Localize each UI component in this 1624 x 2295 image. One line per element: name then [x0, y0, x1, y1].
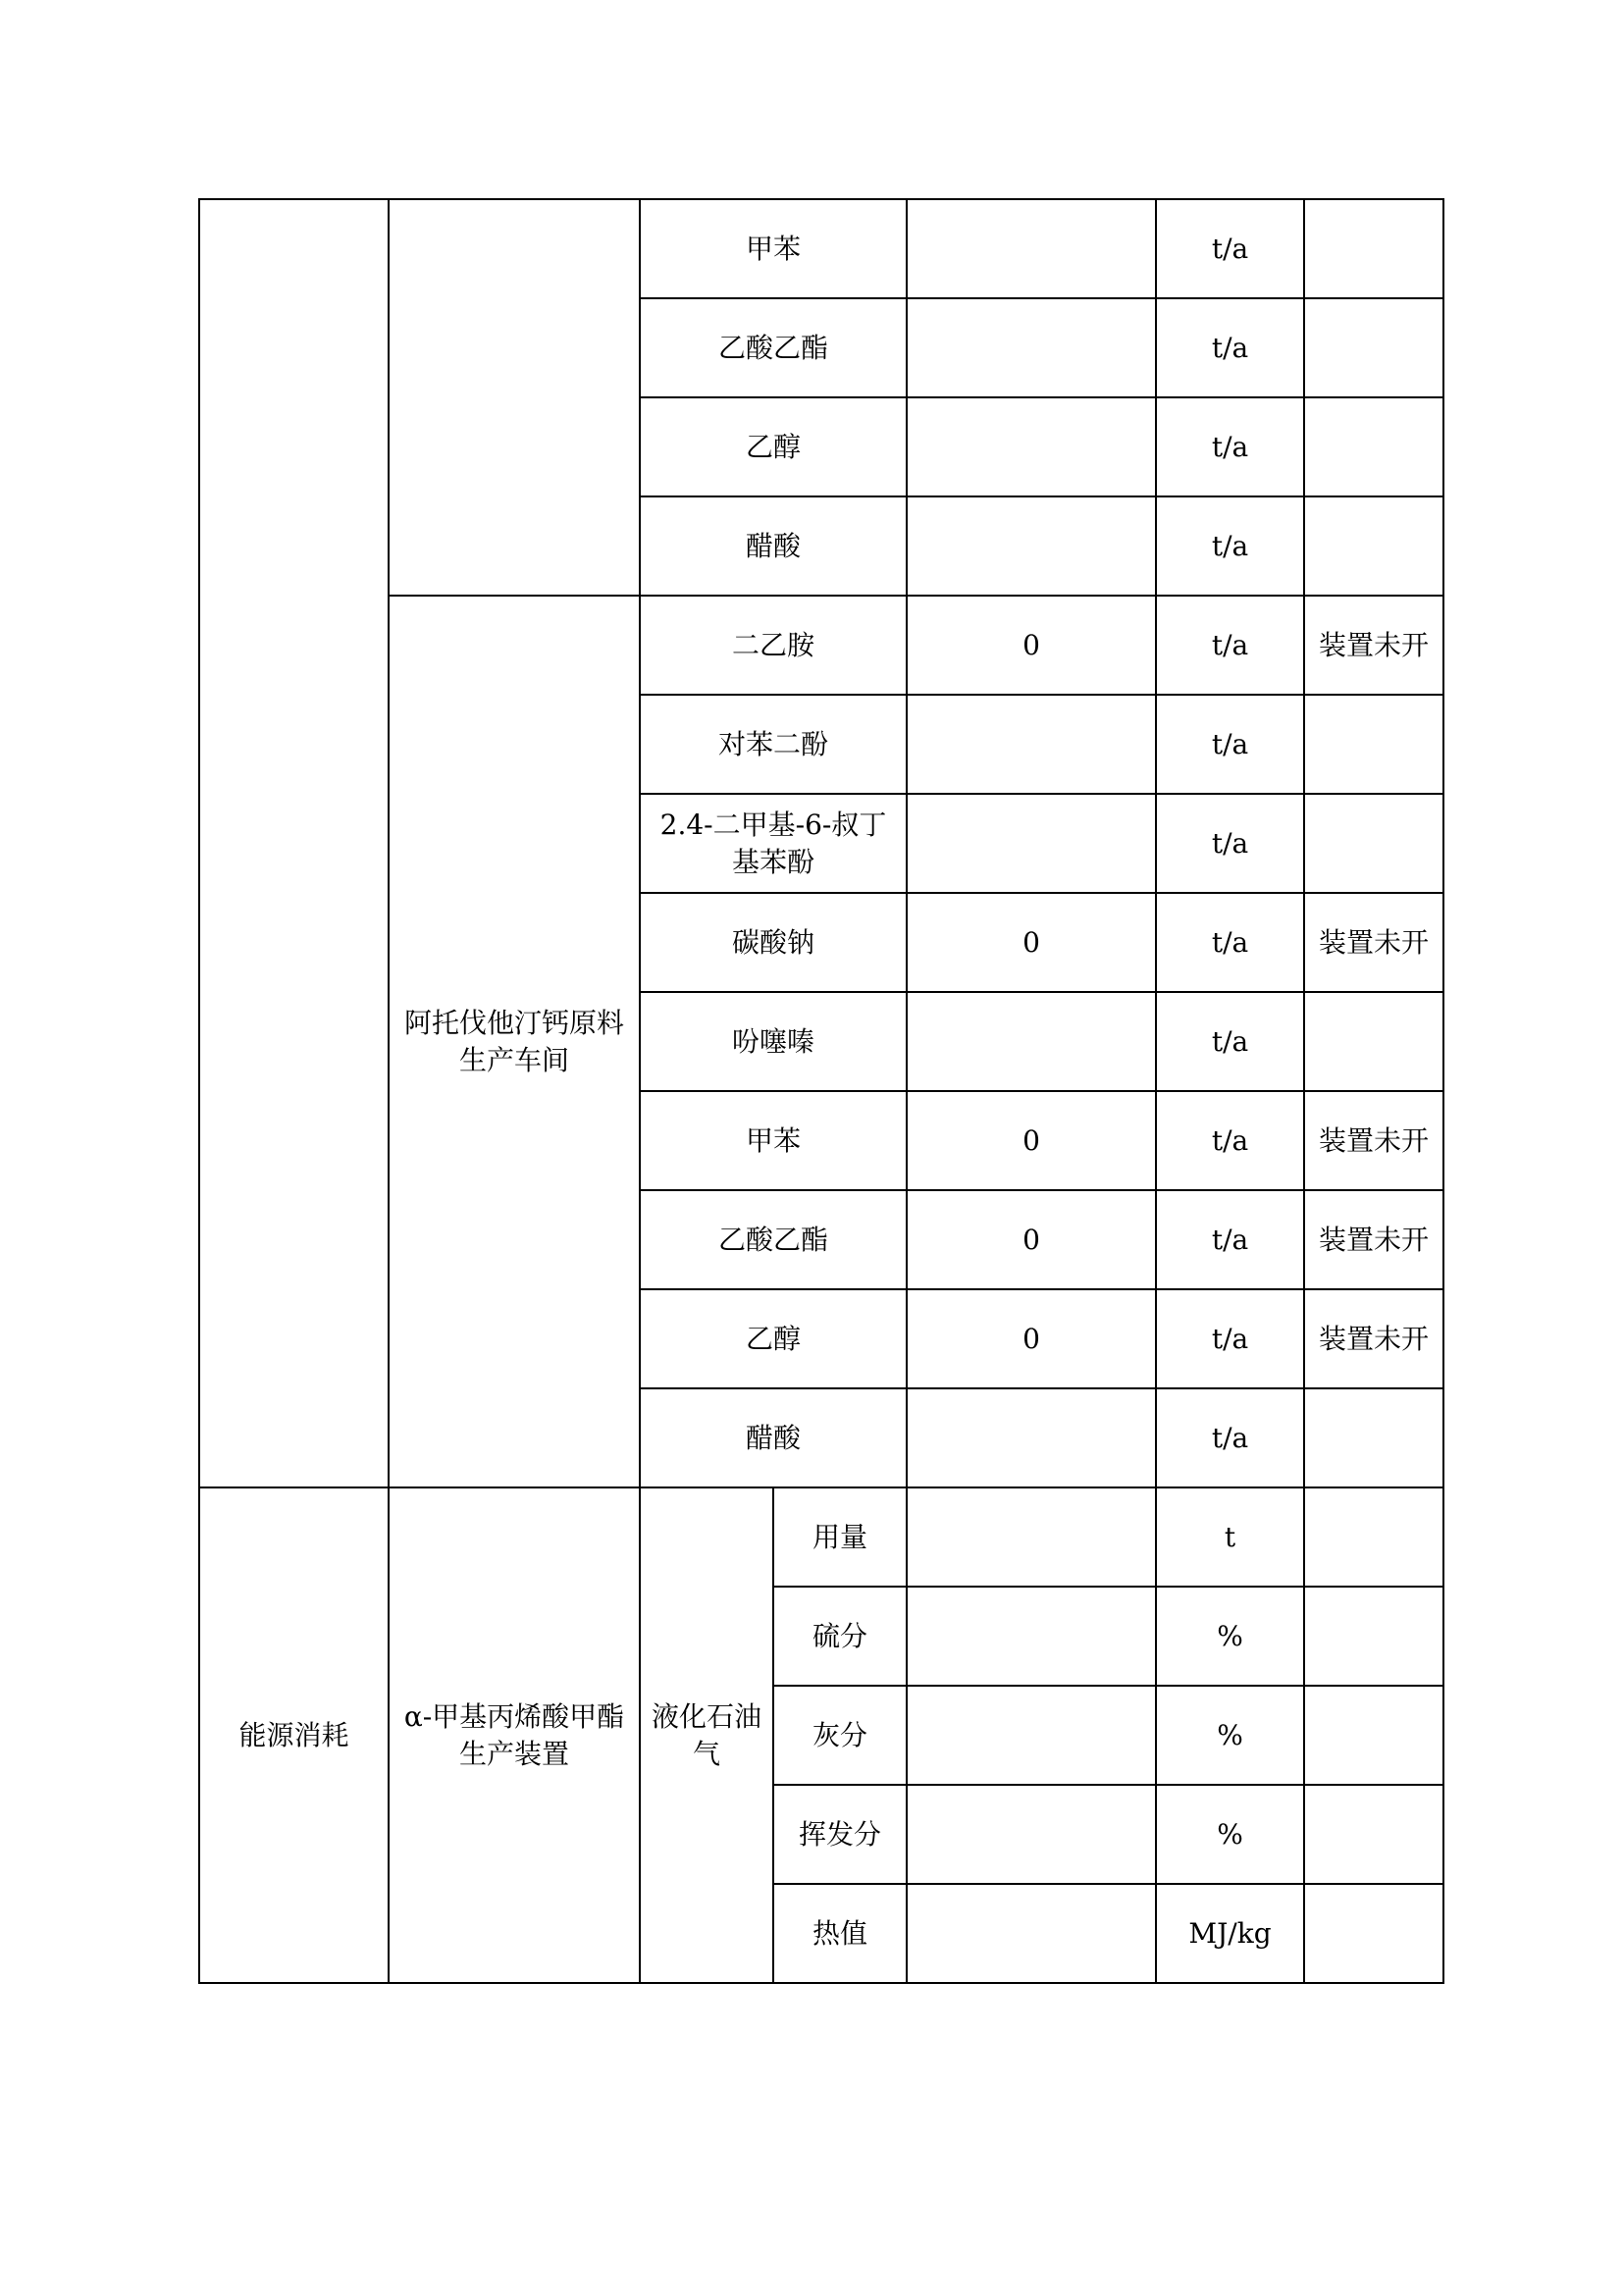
material-note: 装置未开 [1304, 1289, 1443, 1388]
material-name: 乙酸乙酯 [640, 298, 907, 397]
energy-item-note [1304, 1587, 1443, 1686]
material-unit: t/a [1156, 992, 1304, 1091]
material-value [907, 298, 1156, 397]
material-value [907, 496, 1156, 596]
material-name: 吩噻嗪 [640, 992, 907, 1091]
material-unit: t/a [1156, 893, 1304, 992]
energy-item-name: 挥发分 [773, 1785, 907, 1884]
material-name: 乙醇 [640, 397, 907, 496]
material-unit: t/a [1156, 1091, 1304, 1190]
material-note: 装置未开 [1304, 1190, 1443, 1289]
material-note: 装置未开 [1304, 893, 1443, 992]
material-unit: t/a [1156, 298, 1304, 397]
energy-item-value [907, 1884, 1156, 1983]
energy-item-unit: MJ/kg [1156, 1884, 1304, 1983]
material-value [907, 1388, 1156, 1487]
energy-item-value [907, 1686, 1156, 1785]
material-unit: t/a [1156, 397, 1304, 496]
material-value: 0 [907, 1190, 1156, 1289]
table-body [199, 199, 1443, 1983]
energy-item-name: 硫分 [773, 1587, 907, 1686]
material-note [1304, 695, 1443, 794]
material-unit: t/a [1156, 1289, 1304, 1388]
materials-table [198, 198, 1444, 1984]
energy-device: α-甲基丙烯酸甲酯生产装置 [389, 1487, 640, 1983]
material-name: 甲苯 [640, 199, 907, 298]
material-note [1304, 496, 1443, 596]
energy-item-unit: % [1156, 1587, 1304, 1686]
material-note [1304, 1388, 1443, 1487]
material-note [1304, 794, 1443, 893]
material-note: 装置未开 [1304, 596, 1443, 695]
material-value: 0 [907, 893, 1156, 992]
material-name: 碳酸钠 [640, 893, 907, 992]
material-name: 乙酸乙酯 [640, 1190, 907, 1289]
energy-item-name: 灰分 [773, 1686, 907, 1785]
energy-item-note [1304, 1487, 1443, 1587]
material-note: 装置未开 [1304, 1091, 1443, 1190]
material-unit: t/a [1156, 1388, 1304, 1487]
material-name: 醋酸 [640, 1388, 907, 1487]
material-unit: t/a [1156, 496, 1304, 596]
material-unit: t/a [1156, 794, 1304, 893]
material-name: 醋酸 [640, 496, 907, 596]
energy-item-unit: % [1156, 1785, 1304, 1884]
material-value: 0 [907, 1289, 1156, 1388]
energy-item-unit: t [1156, 1487, 1304, 1587]
table-row [199, 199, 1443, 298]
material-name: 乙醇 [640, 1289, 907, 1388]
material-note [1304, 992, 1443, 1091]
material-name: 甲苯 [640, 1091, 907, 1190]
workshop-cell-empty [389, 199, 640, 596]
material-value [907, 992, 1156, 1091]
material-unit: t/a [1156, 199, 1304, 298]
material-unit: t/a [1156, 1190, 1304, 1289]
energy-fuel: 液化石油气 [640, 1487, 773, 1983]
energy-category: 能源消耗 [199, 1487, 389, 1983]
energy-item-value [907, 1487, 1156, 1587]
category-cell-empty [199, 199, 389, 1487]
material-value: 0 [907, 1091, 1156, 1190]
workshop-name: 阿托伐他汀钙原料生产车间 [389, 596, 640, 1487]
material-value [907, 695, 1156, 794]
material-note [1304, 397, 1443, 496]
energy-item-name: 用量 [773, 1487, 907, 1587]
material-value [907, 794, 1156, 893]
material-name: 对苯二酚 [640, 695, 907, 794]
energy-item-note [1304, 1884, 1443, 1983]
energy-item-note [1304, 1686, 1443, 1785]
energy-item-value [907, 1785, 1156, 1884]
energy-item-note [1304, 1785, 1443, 1884]
material-name: 2.4-二甲基-6-叔丁基苯酚 [640, 794, 907, 893]
material-value [907, 199, 1156, 298]
material-value [907, 397, 1156, 496]
energy-item-value [907, 1587, 1156, 1686]
material-unit: t/a [1156, 596, 1304, 695]
material-value: 0 [907, 596, 1156, 695]
energy-item-unit: % [1156, 1686, 1304, 1785]
material-name: 二乙胺 [640, 596, 907, 695]
energy-item-name: 热值 [773, 1884, 907, 1983]
material-note [1304, 199, 1443, 298]
material-note [1304, 298, 1443, 397]
table-row [199, 1487, 1443, 1587]
material-unit: t/a [1156, 695, 1304, 794]
